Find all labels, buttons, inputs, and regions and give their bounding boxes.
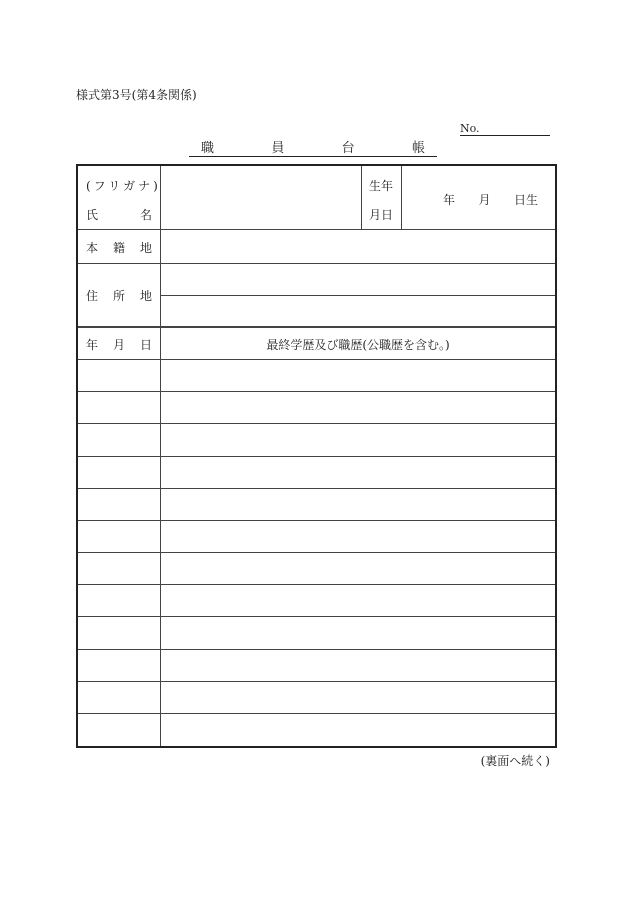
history-row[interactable] <box>78 392 555 423</box>
history-header: 最終学歴及び職歴(公職歴を含む。) <box>266 338 450 352</box>
month-char: 月 <box>478 193 491 207</box>
column-divider <box>401 166 402 229</box>
row-divider <box>160 295 555 296</box>
row-divider <box>78 263 555 264</box>
title-char: 台 <box>341 141 355 156</box>
day-char: 日生 <box>513 193 538 207</box>
name-label <box>86 206 152 223</box>
label-char: 氏 <box>86 208 99 222</box>
history-row[interactable] <box>78 617 555 648</box>
label-char: 名 <box>139 208 152 222</box>
row-divider <box>78 229 555 230</box>
label-char: 所 <box>112 289 125 303</box>
label-char: 日 <box>139 338 152 352</box>
birth-date-value[interactable] <box>443 191 538 208</box>
title-char: 職 <box>201 141 215 156</box>
birth-label-bottom: 月日 <box>369 208 394 222</box>
name-input-area[interactable] <box>162 168 360 228</box>
column-divider <box>361 166 362 229</box>
staff-register-table <box>76 164 557 748</box>
history-row[interactable] <box>78 585 555 616</box>
label-char: 住 <box>86 289 99 303</box>
history-row[interactable] <box>78 424 555 455</box>
birth-label-top: 生年 <box>369 179 394 193</box>
history-row[interactable] <box>78 360 555 391</box>
record-number-field: No. <box>460 123 550 136</box>
furigana-label: (フリガナ) <box>86 179 161 193</box>
title-char: 帳 <box>411 141 425 156</box>
date-header <box>86 336 152 353</box>
label-char: 月 <box>112 338 125 352</box>
history-row[interactable] <box>78 553 555 584</box>
row-divider <box>78 326 555 328</box>
label-char: 地 <box>139 289 152 303</box>
history-row[interactable] <box>78 489 555 520</box>
year-char: 年 <box>443 193 456 207</box>
label-char: 籍 <box>112 241 125 255</box>
row-divider <box>78 359 555 360</box>
history-row[interactable] <box>78 682 555 713</box>
history-row[interactable] <box>78 650 555 681</box>
continued-note: (裏面へ続く) <box>480 754 550 768</box>
history-row[interactable] <box>78 521 555 552</box>
history-row[interactable] <box>78 714 555 745</box>
domicile-label <box>86 239 152 256</box>
label-char: 地 <box>139 241 152 255</box>
title-char: 員 <box>271 141 285 156</box>
address-label <box>86 287 152 304</box>
history-row[interactable] <box>78 457 555 488</box>
label-char: 本 <box>86 241 99 255</box>
form-number: 様式第3号(第4条関係) <box>76 88 197 102</box>
label-char: 年 <box>86 338 99 352</box>
page-title <box>189 141 437 157</box>
